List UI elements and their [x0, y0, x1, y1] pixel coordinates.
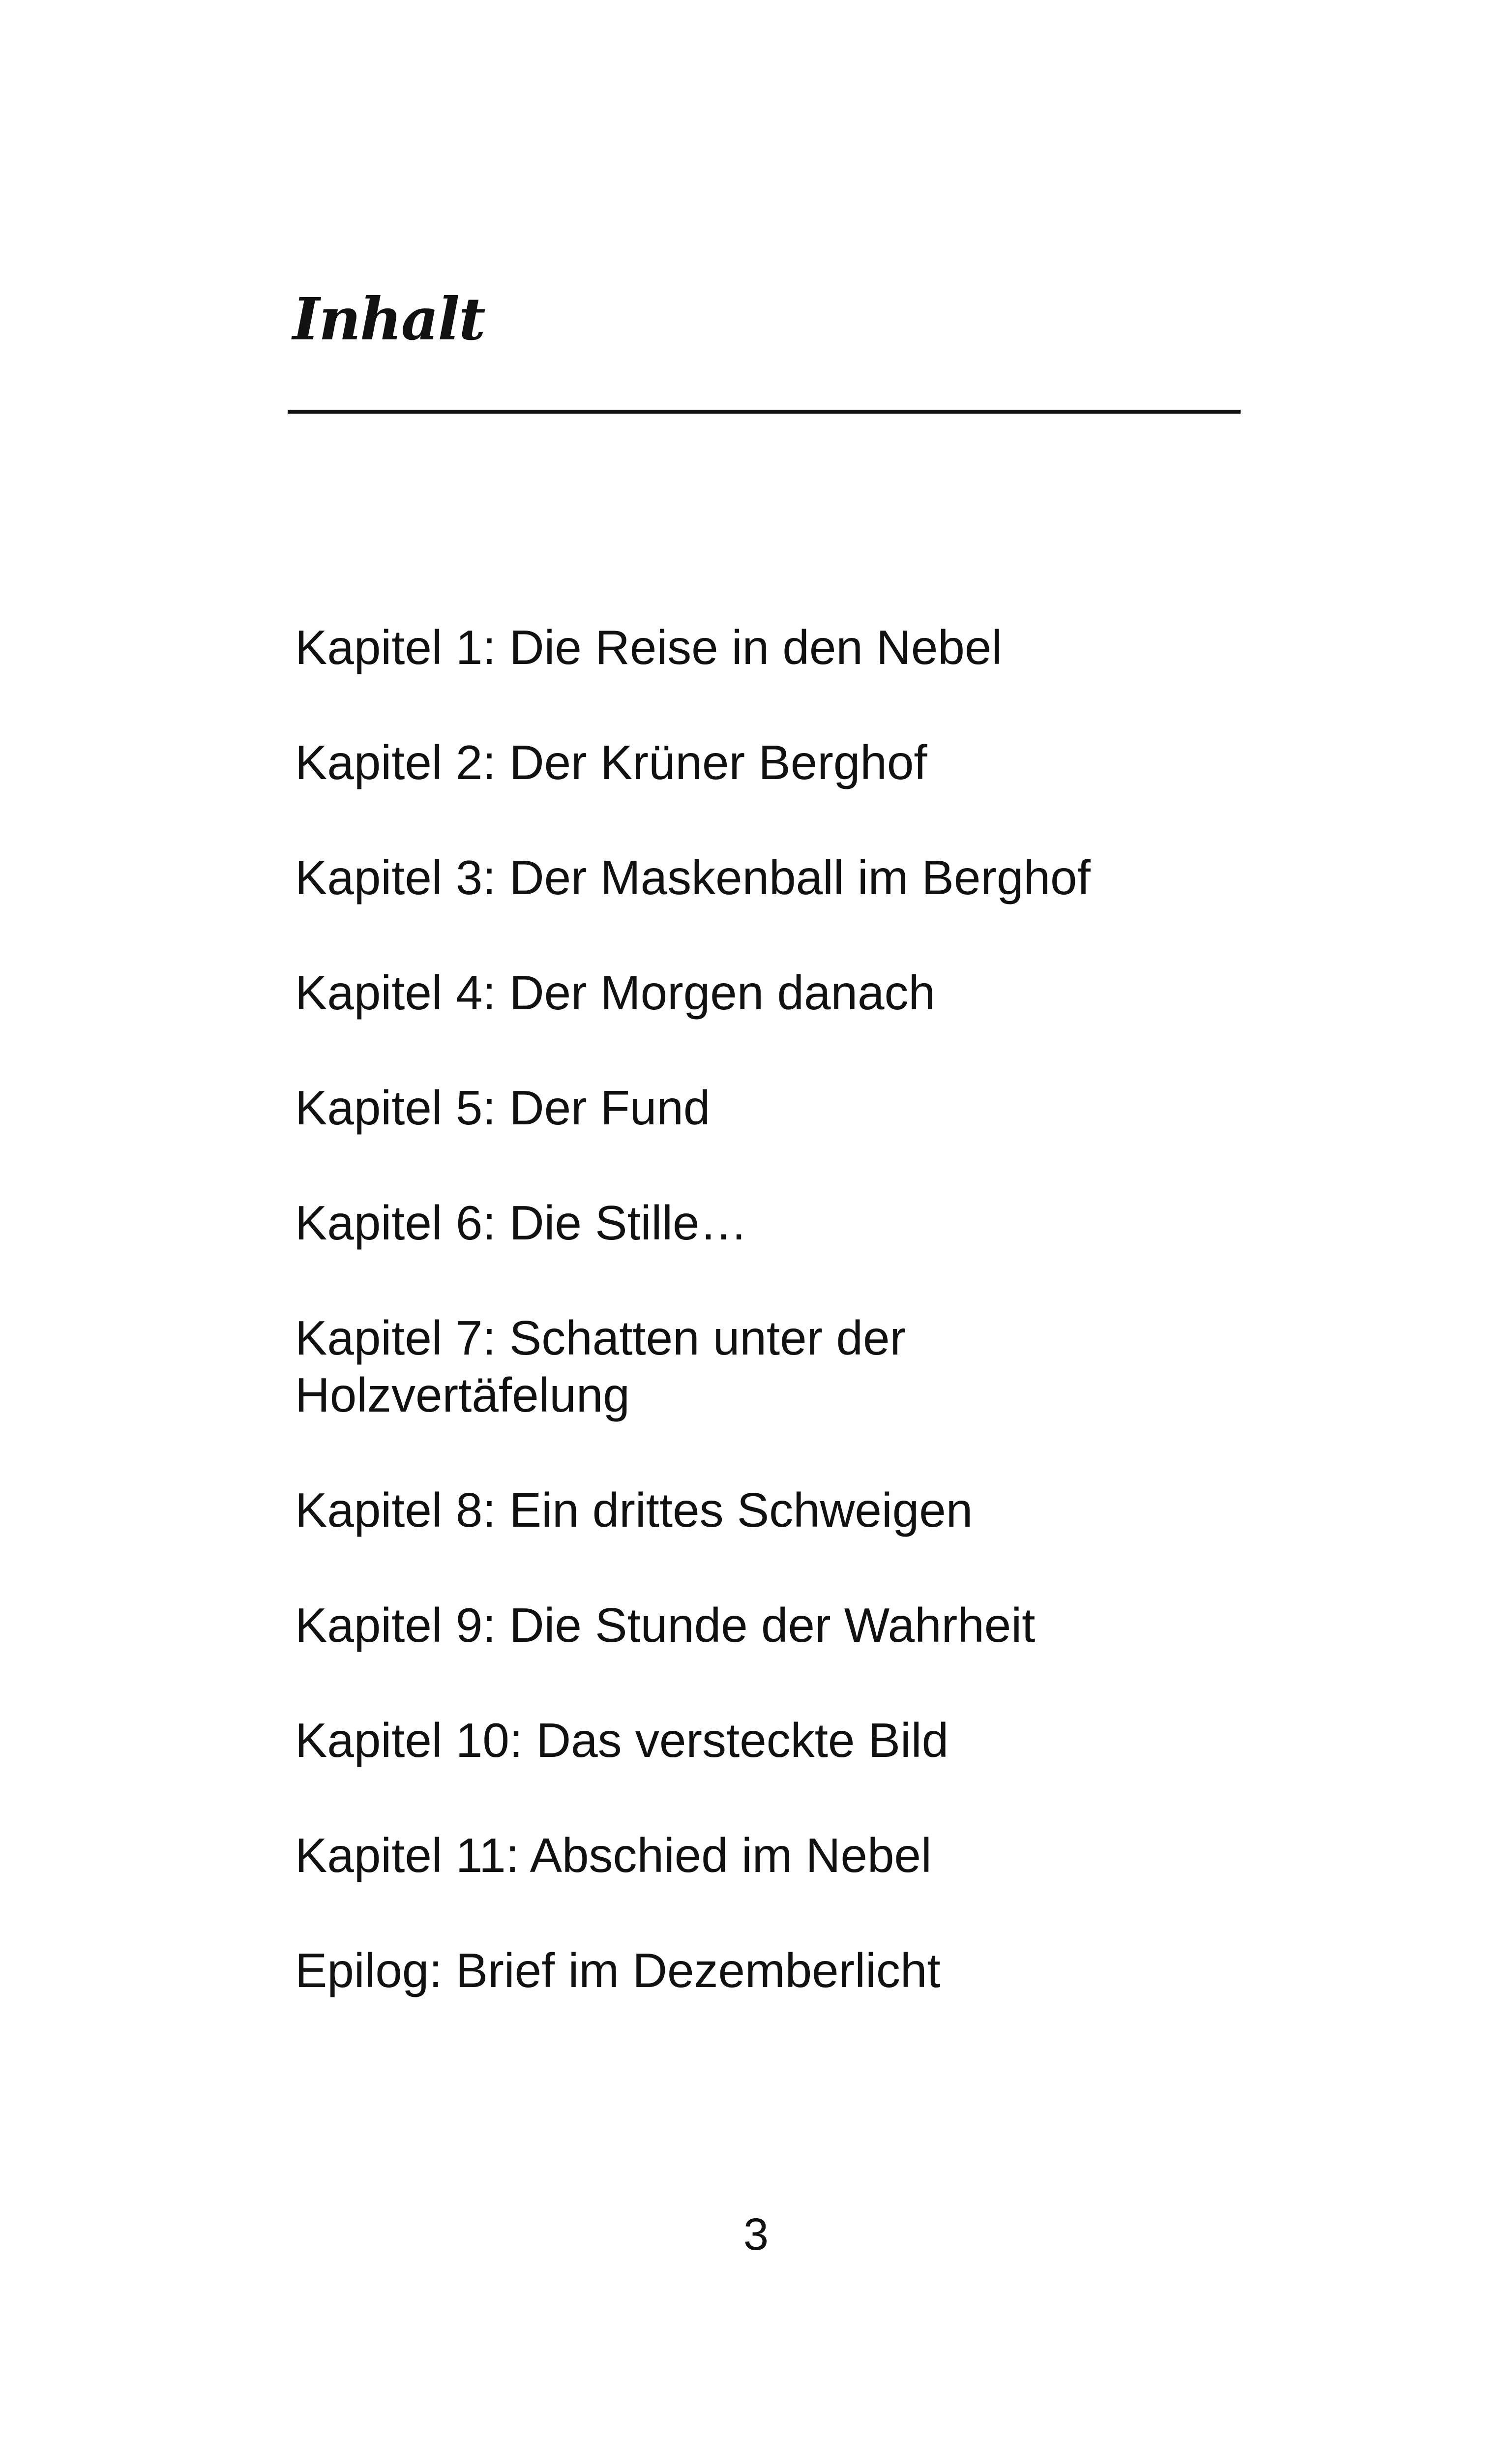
toc-entry-chapter-5: Kapitel 5: Der Fund	[295, 1081, 711, 1135]
toc-entry-chapter-6: Kapitel 6: Die Stille…	[295, 1196, 748, 1250]
toc-entry-chapter-4: Kapitel 4: Der Morgen danach	[295, 965, 935, 1020]
toc-entry-chapter-8: Kapitel 8: Ein drittes Schweigen	[295, 1483, 973, 1537]
toc-entry-chapter-7: Kapitel 7: Schatten unter der Holzvertäfelung	[295, 1311, 906, 1422]
page-title: Inhalt	[293, 285, 485, 353]
page-number: 3	[743, 2209, 769, 2260]
toc-entry-chapter-1: Kapitel 1: Die Reise in den Nebel	[295, 620, 1003, 674]
toc-entry-chapter-11: Kapitel 11: Abschied im Nebel	[295, 1828, 932, 1882]
toc-entry-chapter-10: Kapitel 10: Das versteckte Bild	[295, 1713, 949, 1767]
toc-entry-chapter-2: Kapitel 2: Der Krüner Berghof	[295, 735, 927, 789]
table-of-contents	[295, 619, 1229, 2057]
toc-entry-chapter-3: Kapitel 3: Der Maskenball im Berghof	[295, 850, 1091, 905]
toc-entry-epilog: Epilog: Brief im Dezemberlicht	[295, 1943, 941, 1997]
title-divider	[288, 410, 1241, 414]
toc-entry-chapter-9: Kapitel 9: Die Stunde der Wahrheit	[295, 1598, 1036, 1652]
